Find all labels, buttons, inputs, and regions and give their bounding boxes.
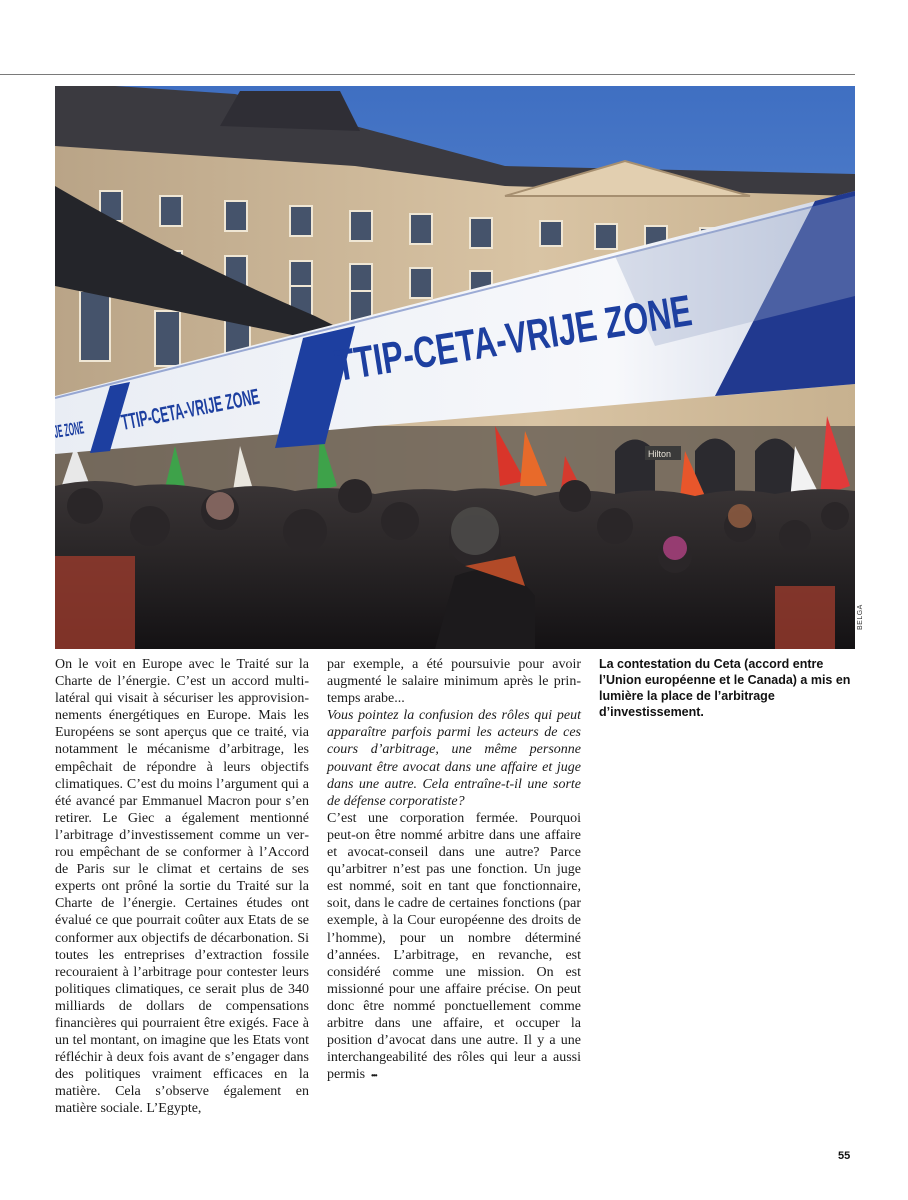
photo-credit: BELGA [857,604,864,630]
top-rule [0,74,855,75]
answer-text: C’est une corporation fermée. Pourquoi peut-on être nommé arbitre dans une affaire et avocat-conseil dans une autre? Parce qu’arbitrer n’est pas une fonction. Un juge est nommé, soit en tant que fonctionnaire, soit, dans le cadre de certaines fonctions (par exemple, à la Cour européenne des droits de l’homme), pour un nombre déterminé d’années. L’arbitrage, en revanche, est considéré comme une mission. On est missionné pour une affaire précise. On peut donc être nommé ponctuellement comme arbitre dans une affaire, et occuper la position d’avocat dans une autre. Il y a une interchangeabilité des rôles qui leur a aussi permis [327,810,581,1083]
interview-question: Vous pointez la confusion des rôles qui peut apparaître parfois parmi les acteurs de ces cours d’arbitrage, une même personne pouvant être avocat dans une affaire et juge dans une autre. Cela entraîne-t-il une sorte de défense corporatiste? [327,708,581,809]
article-column-2 [327,656,581,1084]
hotel-sign-text: Hilton [648,449,672,459]
body-paragraph: On le voit en Europe avec le Traité sur la Charte de l’énergie. C’est un accord multilatéral qui visait à sécuriser les approvisionnements énergétiques en Europe. Mais les Européens se sont aperçus que ce traité, via notamment le mécanisme d’arbitrage, les empêchait de répondre à leurs objectifs climatiques. C’est du moins l’argument qui a été avancé par Emmanuel Macron pour s’en retirer. Le Giec a également mentionné l’arbitrage d’investissement comme un verrou empêchant de se conformer à l’Accord de Paris sur le climat et certains de ses experts ont prôné la sortie du Traité sur la Charte de l’énergie. Certaines études ont évalué ce que pourrait coûter aux Etats de se conformer aux objectifs de décarbonation. Si toutes les entreprises d’extraction fossile recouraient à l’arbitrage pour contester leurs politiques climatiques, ce serait plus de 340 milliards de dollars de compensations financières qui pourraient être exigés. Face à un tel montant, on imagine que les Etats vont réfléchir à deux fois avant de s’engager dans des politiques vraiment efficaces en la matière. Cela s’observe également en matière sociale. L’Egypte, [55,657,309,1117]
continued-marker: ••• [371,1071,377,1081]
tape-text-large: TTIP-CETA-VRIJE ZONE [331,263,837,391]
article-column-1 [55,656,309,1118]
photo-caption: La contestation du Ceta (accord entre l’Union européenne et le Canada) a mis en lumière la place de l’arbitrage d’investissement. [599,657,851,719]
body-paragraph [327,810,581,1085]
article-photo [55,86,855,649]
body-paragraph: par exemple, a été poursuivie pour avoir augmenté le salaire minimum après le printemps arabe... [327,657,581,707]
page-number: 55 [838,1150,851,1162]
tape-text-small: TTIP-CETA-VRIJE ZONE [119,362,371,435]
